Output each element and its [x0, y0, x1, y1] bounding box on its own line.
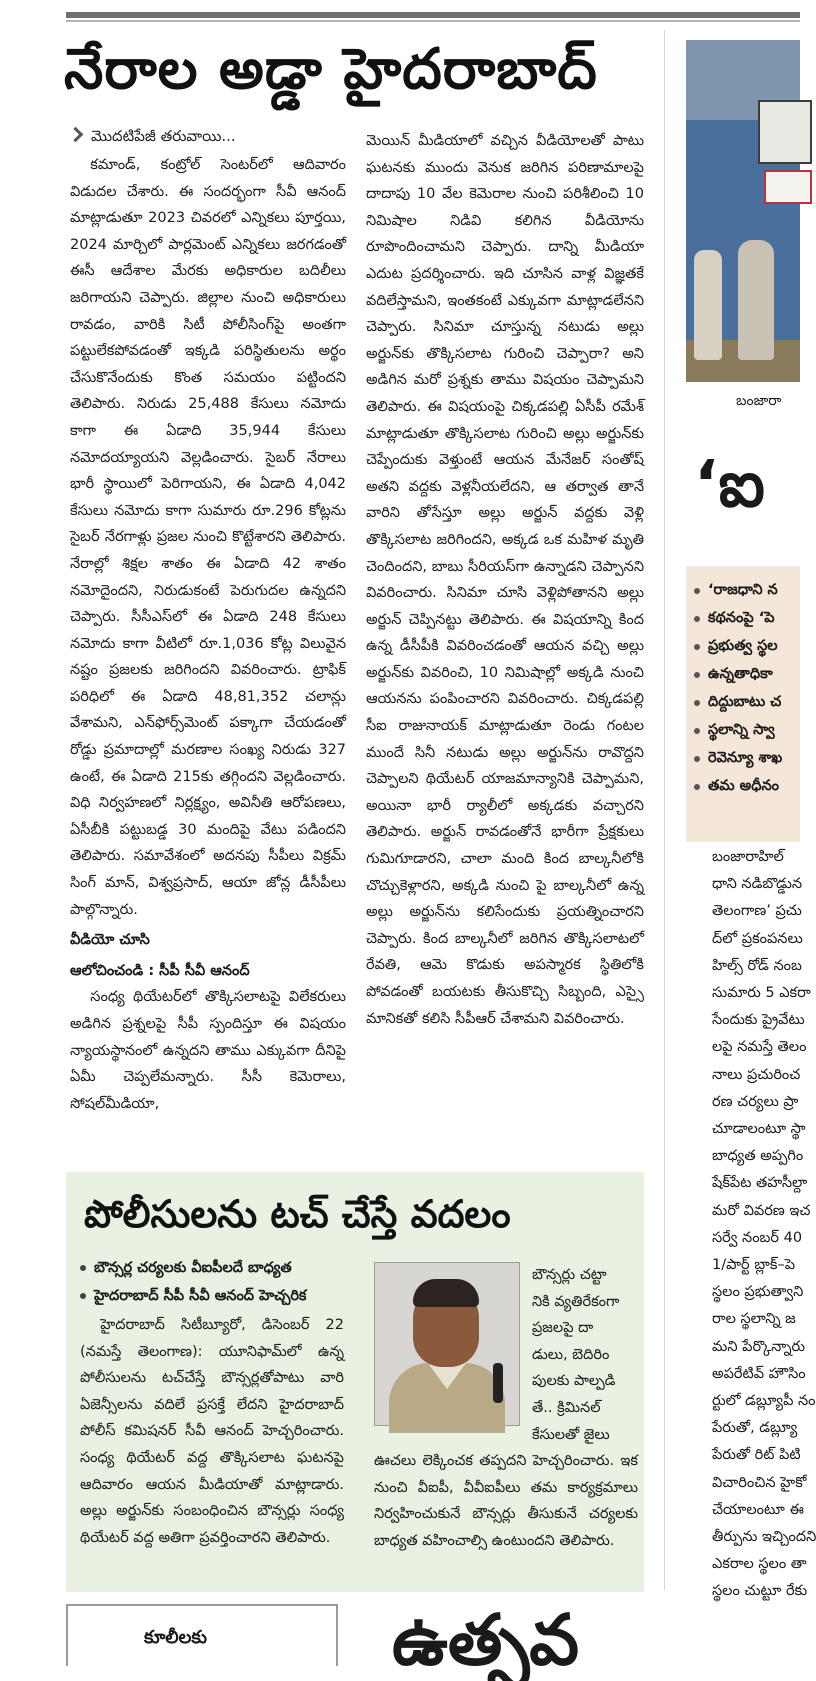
text-line: బంజారాహిల్: [712, 849, 784, 865]
text-line: తే.. క్రిమినల్: [532, 1399, 601, 1416]
text-line: లపై నమస్తే తెలం: [712, 1039, 807, 1056]
paragraph: సంధ్య థియేటర్‌లో తొక్కిసలాటపై విలేకరులు అడిగిన ప్రశ్నలపై సీపీ స్పందిస్తూ ఈ విషయం న్యాయస్థానంలో ఉన్నదని తాము ఎక్కువగా దీనిపై ఏమీ చెప్పలేమన్నారు. సీసీ కెమెరాలు, సోషల్‌మీడియా,: [70, 989, 346, 1112]
paragraph: కమాండ్, కంట్రోల్ సెంటర్‌లో ఆదివారం విడుదల చేశారు. ఈ సందర్భంగా సీవీ ఆనంద్ మాట్లాడుతూ 2023 చివరలో ఎన్నికలు పూర్తయి, 2024 మార్చిలో పార్లమెంట్ ఎన్నికలు జరగడంతో ఈసీ ఆదేశాల మేరకు అధికారుల బదిలీలు జరిగాయని చెప్పారు. జిల్లాల నుంచి అధికారులు రావడం, వారికి సిటీ పోలీసింగ్‌పై అంతగా పట్టులేకపోవడంతో ఇక్కడి పరిస్థితులను అర్థం చేసుకొనేందుకు కొంత సమయం పట్టిందని తెలిపారు. నిరుడు 25,488 కేసులు నమోదు కాగా ఈ ఏడాది 35,944 కేసులు నమోదయ్యాయని వెల్లడించారు. సైబర్ నేరాలు భారీ స్థాయిలో పెరిగాయని, ఈ ఏడాది 4,042 కేసులు నమోదు కాగా సుమారు రూ.296 కోట్లను సైబర్ నేరగాళ్లు ప్రజల నుంచి కొట్టేశారని తెలిపారు. నేరాల్లో శిక్షల శాతం ఈ ఏడాది 42 శాతం నమోదైందని, నిరుడుకంటే పెరుగుదల ఉన్నదని చెప్పారు. సీసీఎస్‌లో ఈ ఏడాది 248 కేసులు నమోదు కాగా వీటిలో రూ.1,036 కోట్ల విలువైన నష్టం ప్రజలకు జరిగిందని వివరించారు. ట్రాఫిక్ పరిధిలో ఈ ఏడాది 48,81,352 చలాన్లు వేశామని, ఎన్‌ఫోర్స్‌మెంట్ పక్కాగా చేయడంతో రోడ్డు ప్రమాదాల్లో మరణాల సంఖ్య నిరుడు 327 ఉంటే, ఈ ఏడాది 215కు తగ్గిందని వెల్లడించారు. విధి నిర్వహణలో నిర్లక్ష్యం, అవినీతి ఆరోపణలు, ఏసీబీకి పట్టుబడ్డ 30 మందిపై వేటు పడిందని తెలిపారు. సమావేశంలో అదనపు సీపీలు విక్రమ్ సింగ్ మాన్, విశ్వప్రసాద్, ఆయా జోన్ల డీసీపీలు పాల్గొన్నారు.: [70, 157, 346, 918]
boxed-story-bullets: [80, 1254, 307, 1310]
text-line: పేరుతో రిట్ పిటి: [712, 1447, 801, 1464]
text-line: సర్వే నంబర్ 40: [712, 1229, 803, 1246]
highlights-box: [686, 566, 800, 842]
paragraph: హైదరాబాద్ సిటీబ్యూరో, డిసెంబర్ 22 (నమస్తే తెలంగాణ): యూనిఫామ్‌లో ఉన్న పోలీసులను టచ్‌చేస్తే బౌన్సర్లతోపాటు వారి ఏజెన్సీలను వదిలే ప్రసక్తే లేదని హైదరాబాద్ పోలీస్ కమిషనర్ సీవీ ఆనంద్ హెచ్చరించారు. సంధ్య థియేటర్ వద్ద తొక్కిసలాట ఘటనపై ఆదివారం ఆయన మీడియాతో మాట్లాడారు. అల్లు అర్జున్‌కు సంబంధించిన బౌన్సర్లు సంధ్య థియేటర్ వద్ద అతిగా ప్రవర్తించారని తెలిపారు.: [80, 1317, 344, 1546]
highlight-item: తమ అధీనం: [686, 772, 800, 800]
site-photo: [686, 40, 800, 382]
kicker-text: మొదటిపేజీ తరువాయి...: [91, 127, 236, 145]
text-line: పేరుతో, డబ్ల్యూ: [712, 1420, 798, 1437]
highlight-item-cont: ఉన్నతాధికా: [686, 660, 800, 688]
text-line: చేయాలంటూ ఈ: [712, 1501, 804, 1518]
text-line: చూడాలంటూ స్థా: [712, 1121, 806, 1138]
text-line: ధాని నడిబొడ్డున: [712, 876, 803, 893]
boxed-story-side-text: [532, 1262, 636, 1448]
text-line: బాధ్యత అప్పగిం: [712, 1148, 804, 1165]
highlight-item: ‘రాజధాని న: [686, 576, 800, 604]
chevron-right-icon: [68, 127, 84, 143]
text-line: నికి వ్యతిరేకంగా: [532, 1293, 620, 1310]
text-line: కేసులతో జైలు: [532, 1426, 610, 1443]
warning-board: [764, 170, 812, 204]
paragraph: మెయిన్ మీడియాలో వచ్చిన వీడియోలతో పాటు ఘటనకు ముందు వెనుక జరిగిన పరిణామాలపై దాదాపు 10 వేల కెమెరాల నుంచి పరిశీలించి 10 నిమిషాల నిడివి కలిగిన వీడియోను రూపొందించామని చెప్పారు. దాన్ని మీడియా ఎదుట ప్రదర్శించారు. ఇది చూసిన వాళ్ల విజ్ఞతకే వదిలేస్తామని, ఇంతకంటే ఎక్కువగా మాట్లాడలేనని చెప్పారు. సినిమా చూస్తున్న నటుడు అల్లు అర్జున్‌కు తొక్కిసలాట గురించి చెప్పారా? అని అడిగిన మరో ప్రశ్నకు తాము విషయం చెప్పామని తెలిపారు. ఈ విషయంపై చిక్కడపల్లి ఏసీపీ రమేశ్ మాట్లాడుతూ తొక్కిసలాట గురించి అల్లు అర్జున్‌కు చెప్పేందుకు వెళ్తుంటే ఆయన మేనేజర్ సంతోష్ అతని వద్దకు వెళ్లనీయలేదని, ఆ తర్వాత తానే వారిని తోసేస్తూ అల్లు అర్జున్ వద్దకు వెళ్లి తొక్కిసలాట జరిగిందని, అక్కడ ఒక మహిళ మృతి చెందిందని, బాబు సీరియస్‌గా ఉన్నాడని చెప్పానని వివరించారు. సినిమా చూసి వెళ్లిపోతానని అల్లు అర్జున్ చెప్పినట్టు తెలిపారు. ఈ విషయాన్ని కింద ఉన్న డీసీపీకి వివరించడంతో ఆయన వచ్చి అల్లు అర్జున్‌కు వివరించి, 10 నిమిషాల్లో అక్కడి నుంచి ఆయనను పంపించారని వివరించారు. చిక్కడపల్లి సీఐ రాజునాయక్ మాట్లాడుతూ రెండు గంటల ముందే సినీ నటుడు అల్లు అర్జున్‌ను రావొద్దని చెప్పాలని థియేటర్ యాజమాన్యానికి చెప్పామని, అయినా భారీ ర్యాలీలో అక్కడకు వచ్చారని తెలిపారు. అర్జున్ రావడంతోనే భారీగా ప్రేక్షకులు గుమిగూడారని, చాలా మంది కింద బాల్కనీలోకి చొచ్చుకెళ్లారని, అక్కడి నుంచి పై బాల్కనీలో ఉన్న అల్లు అర్జున్‌ను కలిసేందుకు ప్రయత్నించారని చెప్పారు. కింద బాల్కనీలో జరిగిన తొక్కిసలాటలో రేవతి, ఆమె కొడుకు అపస్మారక స్థితిలోకి పోవడంతో బయటకు తీసుకొచ్చి సిబ్బంది, ఎస్సై మానికతో కలిసి సీపీఆర్ చేశామని వివరించారు.: [366, 133, 644, 1027]
person-figure: [694, 250, 722, 360]
subhead-line-2: ఆలోచించండి : సీపీ సీవీ ఆనంద్: [70, 962, 250, 979]
subhead-line-1: వీడియో చూసి: [70, 932, 150, 949]
text-line: రాల స్థలాన్ని జ: [712, 1311, 796, 1328]
text-line: స్థలం చుట్టూ రేకు: [712, 1583, 808, 1600]
boxed-story-bottom-text: ఊచలు లెక్కించక తప్పదని హెచ్చరించారు. ఇక నుంచి వీఐపీ, వీవీఐపీలు తమ కార్యక్రమాలు నిర్వహించుకునే బౌన్సర్లు తీసుకునే చర్యలకు బాధ్యత వహించాల్సి ఉంటుందని తెలిపారు.: [374, 1453, 638, 1549]
text-line: ద్‌లో ప్రకంపనలు: [712, 930, 803, 947]
text-line: ప్రజలపై దా: [532, 1320, 594, 1337]
text-line: విచారించిన హైకో: [712, 1474, 807, 1491]
bottom-story-box: [66, 1604, 338, 1666]
signboard: [758, 100, 812, 164]
boxed-story-text: [80, 1312, 344, 1551]
article-column-1: [70, 152, 346, 1117]
text-line: నాలు ప్రచురించ: [712, 1066, 801, 1083]
highlight-item: కథనంపై ‘పె: [686, 604, 800, 632]
photo-caption: బంజారా: [736, 393, 782, 409]
text-line: తెలంగాణ’ ప్రచు: [712, 903, 802, 920]
text-line: పులకు పాల్పడి: [532, 1373, 616, 1390]
text-line: బౌన్సర్లు చట్టా: [532, 1267, 607, 1283]
article-headline: నేరాల అడ్డా హైదరాబాద్: [64, 37, 598, 102]
person-figure: [738, 240, 774, 360]
text-line: మరో వివరణ ఇచ: [712, 1202, 811, 1219]
text-line: మని పేర్కొన్నారు: [712, 1338, 806, 1355]
right-article-text: [712, 844, 816, 1606]
text-line: రణ చర్యలు ప్రా: [712, 1093, 799, 1110]
text-line: షేక్‌పేట తహసీల్దా: [712, 1175, 808, 1192]
bottom-headline: ఉత్సవ: [392, 1599, 580, 1681]
highlight-item: ప్రభుత్వ స్థల: [686, 632, 800, 660]
text-line: ర్టులో డబ్ల్యూపీ నం: [712, 1393, 816, 1410]
continued-kicker: [70, 126, 236, 146]
text-line: తీర్పును ఇచ్చిందని: [712, 1529, 816, 1546]
microphone-icon: [493, 1363, 503, 1403]
portrait-photo: [374, 1262, 520, 1426]
text-line: సుమారు 5 ఎకరా: [712, 985, 811, 1002]
text-line: స్థలం ప్రభుత్వాని: [712, 1284, 804, 1301]
highlight-item: దిద్దుబాటు చ: [686, 688, 800, 716]
bullet-item: హైదరాబాద్ సీపీ సీవీ ఆనంద్ హెచ్చరిక: [80, 1282, 307, 1310]
top-rule-thin: [66, 20, 800, 22]
bullet-item: బౌన్సర్ల చర్యలకు వీఐపీలదే బాధ్యత: [80, 1254, 307, 1282]
text-line: సేందుకు ప్రైవేటు: [712, 1012, 805, 1029]
text-line: ఎకరాల స్థలం తా: [712, 1556, 807, 1573]
highlight-item: స్థలాన్ని స్వా: [686, 716, 800, 744]
article-column-2: [366, 128, 644, 1032]
right-headline: ‘ఐ: [694, 448, 765, 522]
text-line: 1/పార్ట్ బ్లాక్–పె: [712, 1257, 796, 1274]
top-rule: [66, 12, 800, 18]
highlight-item-cont: రెవెన్యూ శాఖ: [686, 744, 800, 772]
text-line: డులు, బెదిరిం: [532, 1346, 610, 1363]
text-line: హిల్స్ రోడ్ నంబ: [712, 957, 802, 974]
boxed-story-headline: పోలీసులను టచ్ చేస్తే వదలం: [84, 1192, 511, 1236]
column-divider: [664, 30, 665, 1590]
bottom-box-label: కూలీలకు: [144, 1627, 207, 1648]
text-line: అపరేటివ్ హౌసిం: [712, 1365, 806, 1382]
